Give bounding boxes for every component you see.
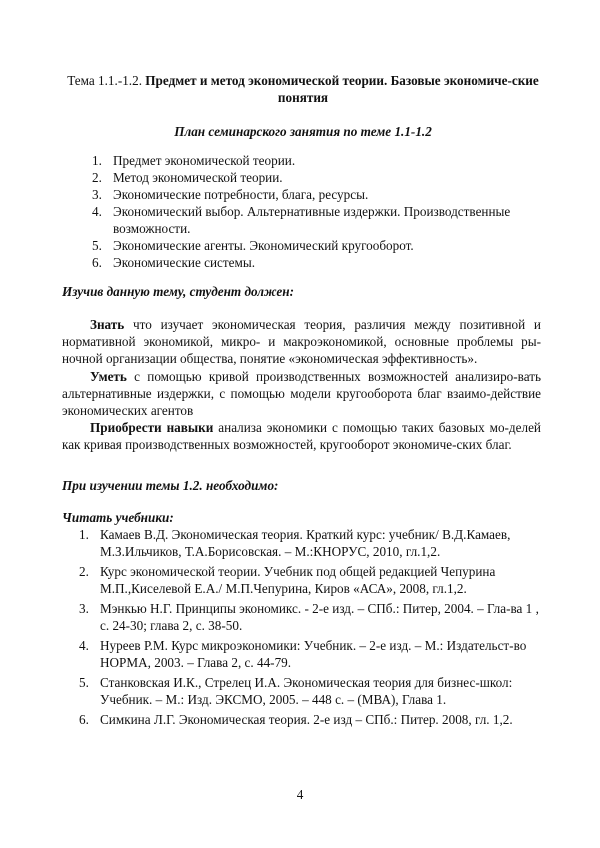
plan-item — [92, 169, 552, 186]
book-item-text: Курс экономической теории. Учебник под общей редакцией Чепурина М.П.,Киселевой Е.А./ М.П.Чепурина, Киров «АСА», 2008, гл.1,2. — [100, 564, 496, 596]
plan-item — [92, 152, 552, 169]
skills-paragraph — [62, 419, 541, 453]
read-heading: Читать учебники: — [62, 510, 174, 525]
book-item — [79, 526, 549, 560]
book-item-text: Нуреев Р.М. Курс микроэкономики: Учебник. – 2-е изд. – М.: Издательст-во НОРМА, 2003. – Глава 2, с. 44-79. — [100, 638, 527, 670]
skills-text: анализа экономики с помощью таких базовых мо-делей как кривая производственных возможностей, кругооборот экономиче-ских благ. — [62, 420, 541, 452]
page-number: 4 — [296, 787, 304, 802]
plan-item-number: 2. — [92, 170, 102, 185]
book-item — [79, 674, 549, 708]
can-label: Уметь — [90, 369, 127, 384]
book-list — [79, 526, 549, 731]
plan-item — [92, 186, 552, 203]
book-item-text: Мэнкью Н.Г. Принципы экономикс. - 2-е изд. – СПб.: Питер, 2004. – Гла-ва 1 , с. 24-30; глава 2, с. 38-50. — [100, 601, 539, 633]
plan-item-number: 5. — [92, 238, 102, 253]
plan-item — [92, 237, 552, 254]
book-item-number: 5. — [79, 675, 89, 690]
plan-item-text: Экономические системы. — [113, 255, 256, 270]
plan-item — [92, 203, 552, 237]
know-paragraph — [62, 316, 541, 367]
plan-item-number: 1. — [92, 153, 102, 168]
know-label: Знать — [90, 317, 125, 332]
book-item — [79, 563, 549, 597]
book-item-number: 3. — [79, 601, 89, 616]
book-item-text: Станковская И.К., Стрелец И.А. Экономическая теория для бизнес-школ: Учебник. – М.: Изд. ЭКСМО, 2005. – 448 с. – (МВА), Глава 1. — [100, 675, 513, 707]
plan-item-text: Экономический выбор. Альтернативные издержки. Производственные возможности. — [113, 204, 511, 236]
can-text: с помощью кривой производственных возможностей анализиро-вать альтернативные издержки, с помощью модели кругооборота благ взаимо-действие экономических агентов — [62, 369, 541, 418]
plan-item — [92, 254, 552, 271]
topic-prefix: Тема 1.1.-1.2. — [67, 73, 142, 88]
book-item-text: Камаев В.Д. Экономическая теория. Краткий курс: учебник/ В.Д.Камаев, М.З.Ильчиков, Т.А.Борисовская. – М.:КНОРУС, 2010, гл.1,2. — [100, 527, 511, 559]
plan-item-number: 4. — [92, 204, 102, 219]
book-item-number: 1. — [79, 527, 89, 542]
book-item — [79, 637, 549, 671]
book-item — [79, 711, 549, 728]
topic-name: Предмет и метод экономической теории. Базовые экономиче-ские понятия — [145, 73, 539, 105]
book-item-number: 6. — [79, 712, 89, 727]
know-text: что изучает экономическая теория, различия между позитивной и нормативной экономикой, микро- и макроэкономикой, основные проблемы ры-ночной организации общества, понятие «экономическая эффективность». — [62, 317, 541, 366]
book-item-text: Симкина Л.Г. Экономическая теория. 2-е изд – СПб.: Питер. 2008, гл. 1,2. — [100, 712, 513, 727]
plan-item-number: 6. — [92, 255, 102, 270]
skills-label: Приобрести навыки — [90, 420, 214, 435]
topic-title — [62, 72, 544, 106]
plan-item-text: Предмет экономической теории. — [113, 153, 296, 168]
book-item-number: 2. — [79, 564, 89, 579]
plan-item-text: Экономические агенты. Экономический кругооборот. — [113, 238, 414, 253]
plan-item-text: Экономические потребности, блага, ресурсы. — [113, 187, 369, 202]
can-paragraph — [62, 368, 541, 419]
study-heading: При изучении темы 1.2. необходимо: — [62, 478, 279, 493]
plan-list — [92, 152, 552, 271]
book-item — [79, 600, 549, 634]
plan-heading: План семинарского занятия по теме 1.1-1.2 — [174, 124, 432, 139]
plan-item-number: 3. — [92, 187, 102, 202]
outcomes-heading: Изучив данную тему, студент должен: — [62, 284, 294, 299]
book-item-number: 4. — [79, 638, 89, 653]
plan-item-text: Метод экономической теории. — [113, 170, 283, 185]
